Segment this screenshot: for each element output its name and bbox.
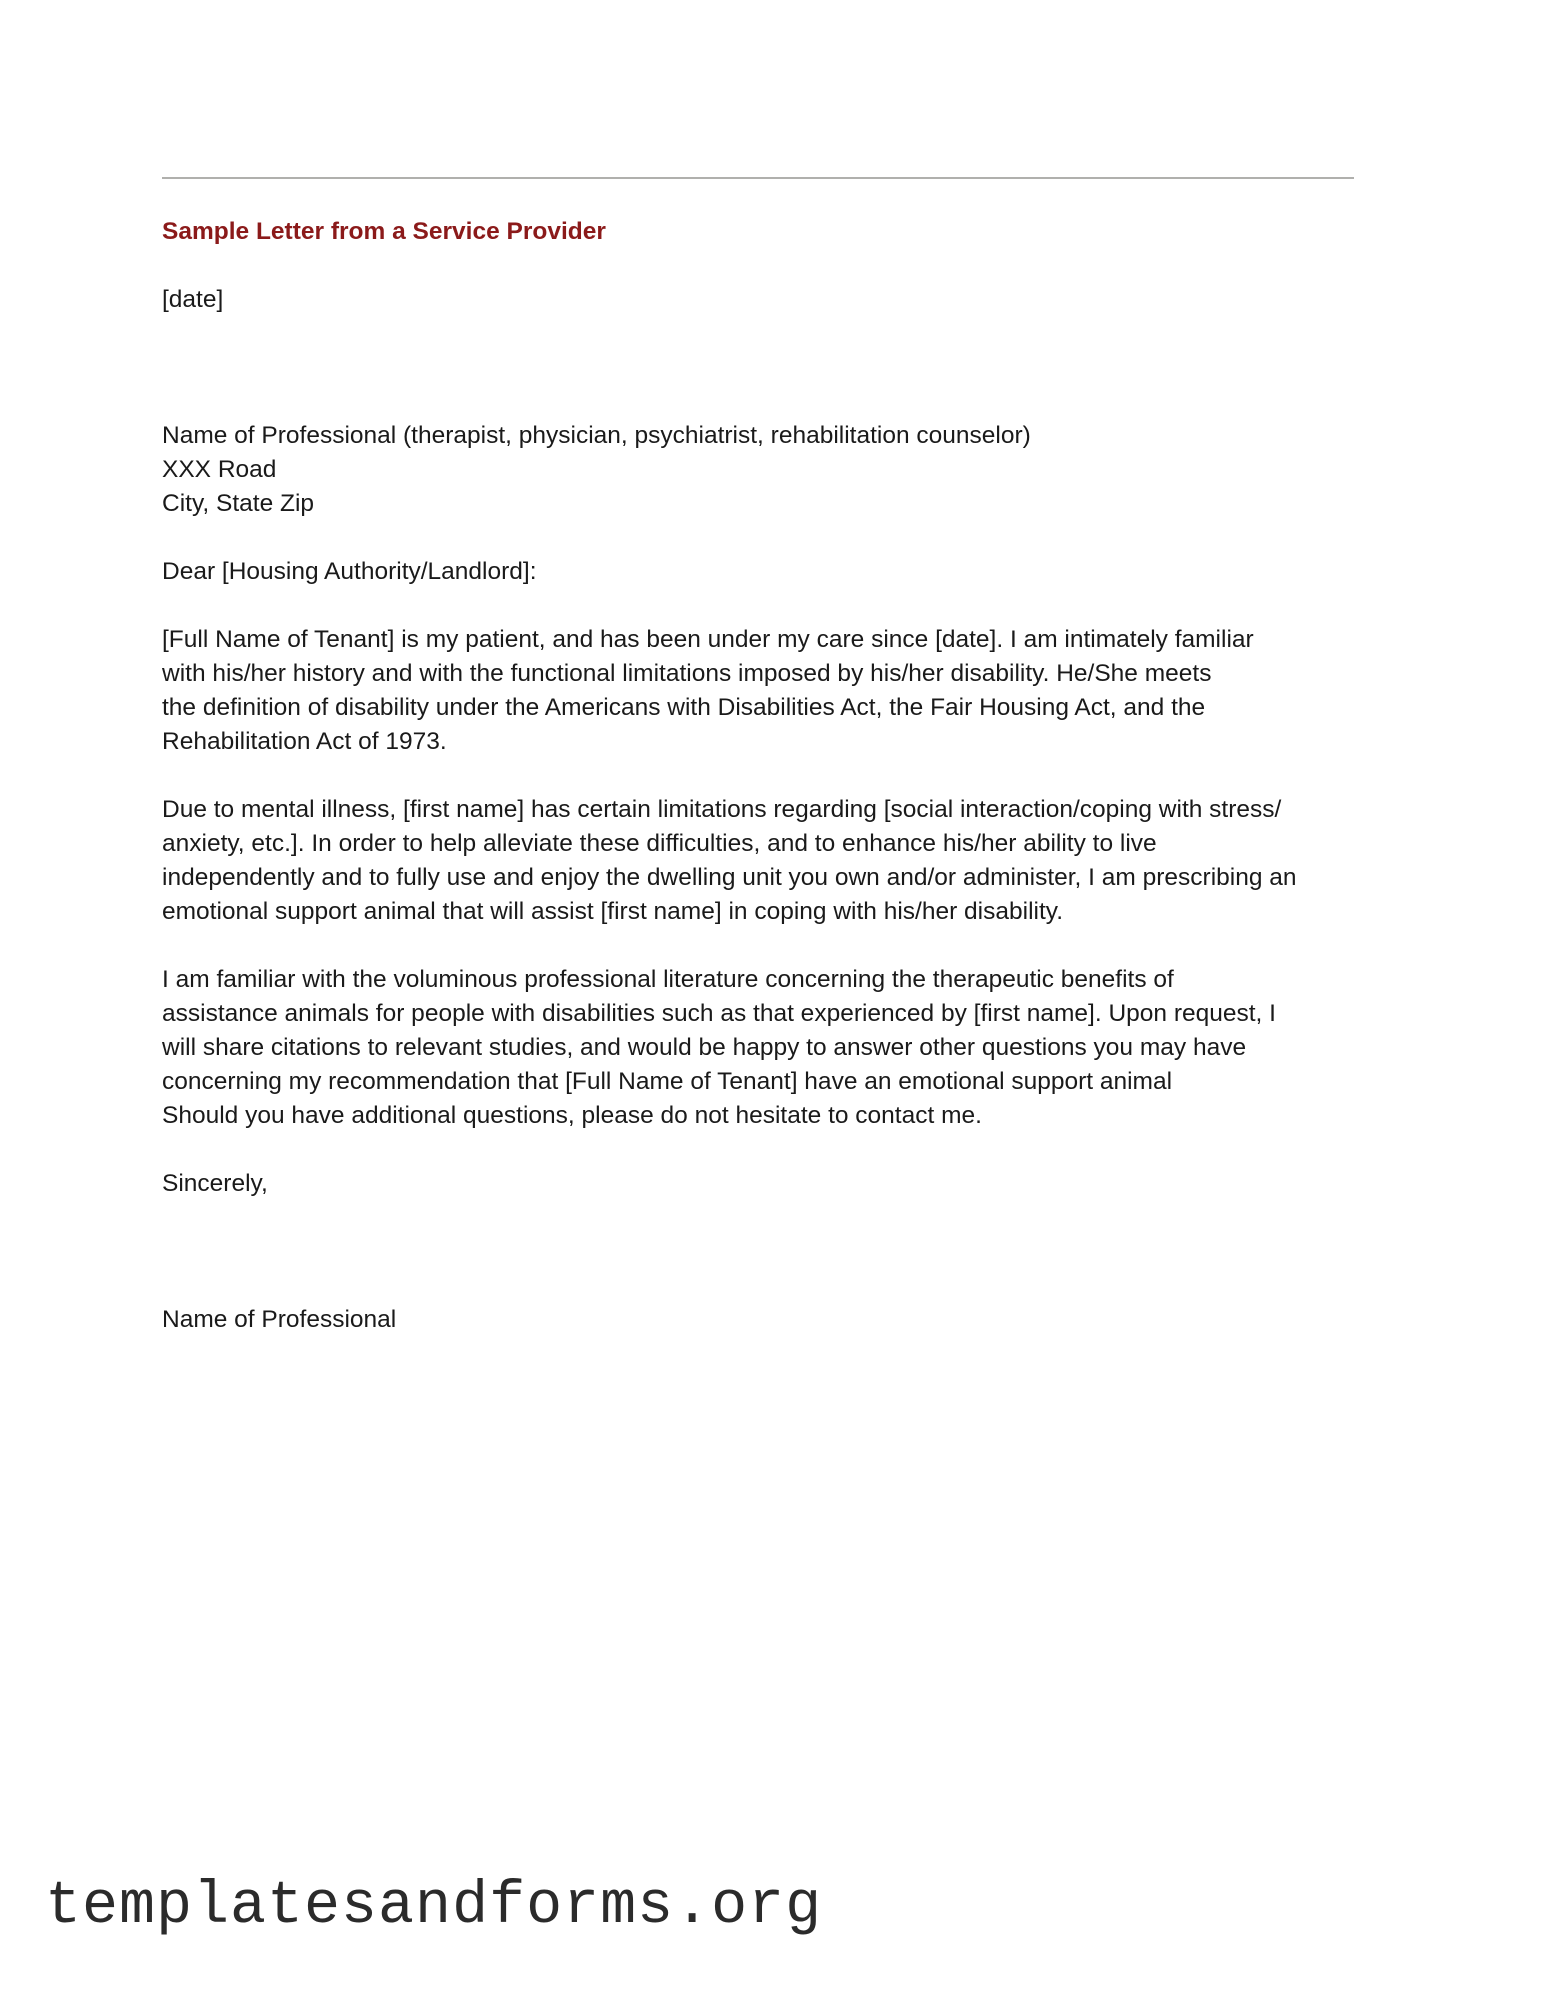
- salutation: [162, 555, 1362, 589]
- site-watermark: templatesandforms.org: [45, 1873, 823, 1941]
- header-divider: [162, 177, 1354, 179]
- paragraph-line: independently and to fully use and enjoy the dwelling unit you own and/or administer, I am prescribing an: [162, 864, 1297, 891]
- paragraph-line: with his/her history and with the functional limitations imposed by his/her disability. He/She meets: [162, 660, 1212, 687]
- signature: [162, 1303, 1362, 1337]
- letter-title: Sample Letter from a Service Provider: [162, 218, 606, 245]
- signature-line: Name of Professional: [162, 1306, 397, 1333]
- address-line: City, State Zip: [162, 490, 315, 517]
- paragraph-1: [162, 623, 1362, 759]
- paragraph-line: Due to mental illness, [first name] has certain limitations regarding [social interaction/coping with stress/: [162, 796, 1282, 823]
- address-line: XXX Road: [162, 456, 277, 483]
- sender-address: [162, 419, 1362, 521]
- paragraph-line: anxiety, etc.]. In order to help alleviate these difficulties, and to enhance his/her ability to live: [162, 830, 1157, 857]
- salutation-line: Dear [Housing Authority/Landlord]:: [162, 558, 537, 585]
- paragraph-line: Rehabilitation Act of 1973.: [162, 728, 447, 755]
- paragraph-line: assistance animals for people with disabilities such as that experienced by [first name]. Upon request, I: [162, 1000, 1276, 1027]
- paragraph-line: emotional support animal that will assist [first name] in coping with his/her disability.: [162, 898, 1063, 925]
- paragraph-line: [Full Name of Tenant] is my patient, and has been under my care since [date]. I am intimately familiar: [162, 626, 1254, 653]
- address-line: Name of Professional (therapist, physician, psychiatrist, rehabilitation counselor): [162, 422, 1031, 449]
- closing: [162, 1167, 1362, 1201]
- paragraph-2: [162, 793, 1362, 929]
- paragraph-line: concerning my recommendation that [Full Name of Tenant] have an emotional support animal: [162, 1068, 1173, 1095]
- paragraph-3: [162, 963, 1362, 1133]
- paragraph-line: will share citations to relevant studies, and would be happy to answer other questions you may have: [162, 1034, 1247, 1061]
- date-line: [date]: [162, 286, 224, 313]
- letter-date: [162, 283, 1362, 317]
- paragraph-line: Should you have additional questions, please do not hesitate to contact me.: [162, 1102, 982, 1129]
- closing-line: Sincerely,: [162, 1170, 268, 1197]
- paragraph-line: the definition of disability under the Americans with Disabilities Act, the Fair Housing Act, and the: [162, 694, 1206, 721]
- letter-body: [162, 215, 1362, 1371]
- paragraph-line: I am familiar with the voluminous professional literature concerning the therapeutic benefits of: [162, 966, 1174, 993]
